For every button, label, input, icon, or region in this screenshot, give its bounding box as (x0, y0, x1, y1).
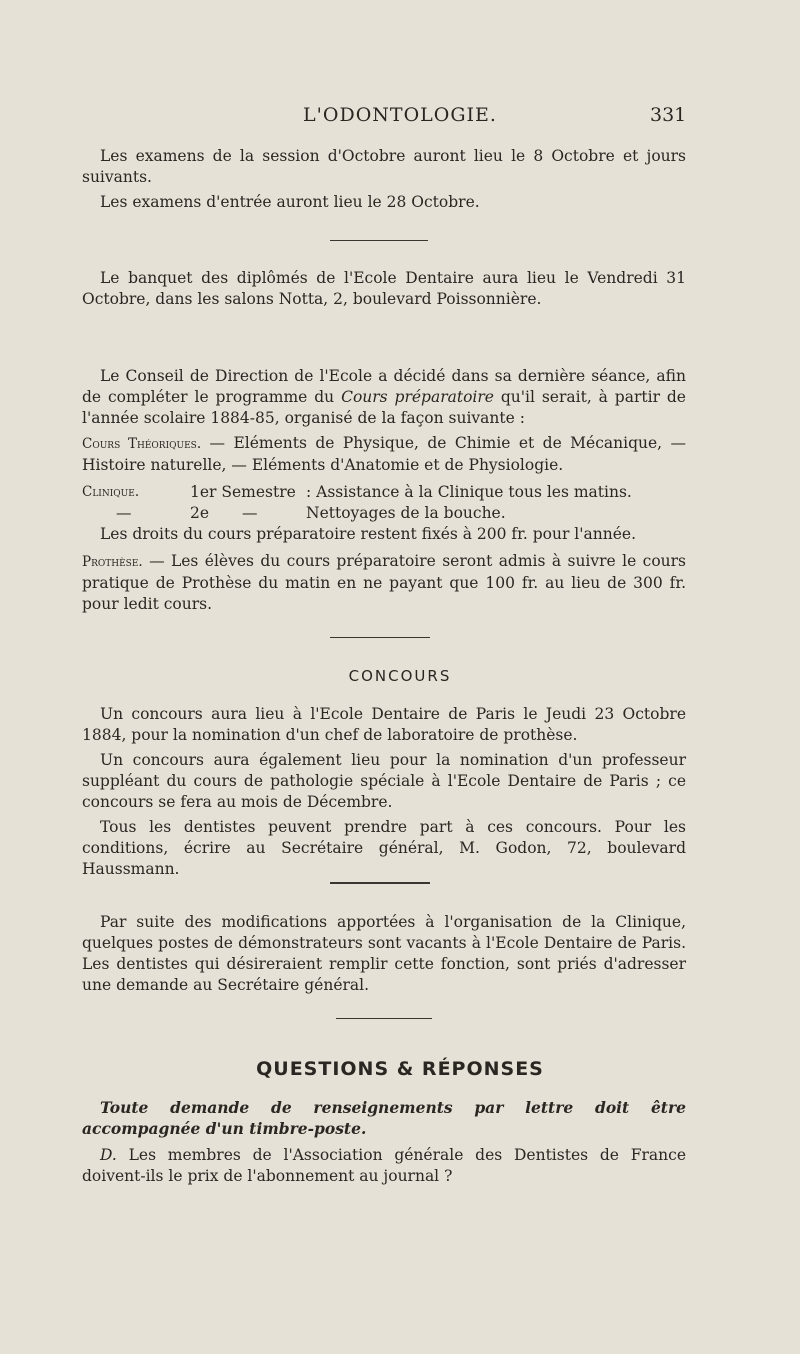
question-paragraph (82, 1145, 686, 1187)
clinique-semestre-2: 2e (190, 504, 210, 522)
clinique-semestre-1-text: : Assistance à la Clinique tous les matins. (306, 483, 632, 501)
clinique-semestre-1: 1er Semestre (190, 483, 296, 501)
concours-paragraph-3: Tous les dentistes peuvent prendre part à ces concours. Pour les conditions, écrire au Secrétaire général, M. Godon, 72, boulevard Haussmann. (82, 818, 686, 878)
conseil-intro-b: qu'il serait, à partir de l'année scolaire 1884-85, organisé de la façon suivante : (82, 388, 686, 427)
exams-paragraph-2: Les examens d'entrée auront lieu le 28 Octobre. (100, 193, 480, 211)
prothese-text: — Les élèves du cours préparatoire seront admis à suivre le cours pratique de Prothèse du matin en ne payant que 100 fr. au lieu de 300 fr. pour ledit cours. (82, 552, 686, 613)
clinique-ditto-dash-2: — (242, 504, 258, 522)
exams-section (82, 146, 686, 213)
clinique-notice-paragraph: Par suite des modifications apportées à l'organisation de la Clinique, quelques postes de démonstrateurs sont vacants à l'Ecole Dentaire de Paris. Les dentistes qui désireraient remplir cette fonction, sont priés d'adresser une demande au Secrétaire général. (82, 913, 686, 994)
concours-heading: CONCOURS (348, 667, 452, 685)
section-divider (330, 882, 430, 884)
cours-theoriques-text: — Eléments de Physique, de Chimie et de Mécanique, — Histoire naturelle, — Eléments d'Anatomie et de Physiologie. (82, 434, 687, 474)
question-label: D. (100, 1146, 117, 1164)
page-number: 331 (650, 104, 687, 126)
concours-paragraph-2: Un concours aura également lieu pour la nomination d'un professeur suppléant du cours de pathologie spéciale à l'Ecole Dentaire de Paris ; ce concours se fera au mois de Décembre. (82, 751, 686, 811)
banquet-section (82, 268, 686, 310)
cours-preparatoire-emphasis: Cours préparatoire (341, 388, 494, 406)
running-header-title: L'ODONTOLOGIE. (303, 104, 497, 126)
section-divider (330, 637, 430, 638)
banquet-paragraph: Le banquet des diplômés de l'Ecole Dentaire aura lieu le Vendredi 31 Octobre, dans les salons Notta, 2, boulevard Poissonnière. (82, 269, 686, 308)
concours-section (82, 704, 686, 880)
conseil-intro-a: Le Conseil de Direction de l'Ecole a décidé dans sa dernière séance, afin de compléter le programme du (82, 367, 686, 406)
clinique-ditto-dash: — (116, 504, 132, 522)
question-text: Les membres de l'Association générale des Dentistes de France doivent-ils le prix de l'abonnement au journal ? (82, 1146, 686, 1185)
concours-paragraph-1: Un concours aura lieu à l'Ecole Dentaire de Paris le Jeudi 23 Octobre 1884, pour la nomination d'un chef de laboratoire de prothèse. (82, 705, 686, 744)
section-divider (330, 240, 428, 241)
clinique-row-1 (82, 482, 686, 503)
droits-paragraph: Les droits du cours préparatoire restent fixés à 200 fr. pour l'année. (100, 525, 636, 543)
questions-section (82, 1097, 686, 1187)
questions-reponses-heading: QUESTIONS & RÉPONSES (256, 1058, 544, 1080)
clinique-notice-section (82, 912, 686, 996)
clinique-label: Clinique. (82, 484, 140, 500)
cours-theoriques-label: Cours Théoriques. (82, 436, 202, 452)
section-divider (336, 1018, 432, 1019)
clinique-row-2 (82, 503, 686, 524)
conseil-intro (82, 366, 686, 429)
prothese-label: Prothèse. (82, 554, 143, 570)
clinique-semestre-2-text: Nettoyages de la bouche. (306, 504, 506, 522)
cours-theoriques-paragraph (82, 433, 686, 476)
prothese-paragraph (82, 551, 686, 615)
exams-paragraph-1: Les examens de la session d'Octobre auront lieu le 8 Octobre et jours suivants. (82, 147, 686, 186)
qr-note: Toute demande de renseignements par lettre doit être accompagnée d'un timbre-poste. (82, 1098, 686, 1138)
conseil-section (82, 366, 686, 615)
